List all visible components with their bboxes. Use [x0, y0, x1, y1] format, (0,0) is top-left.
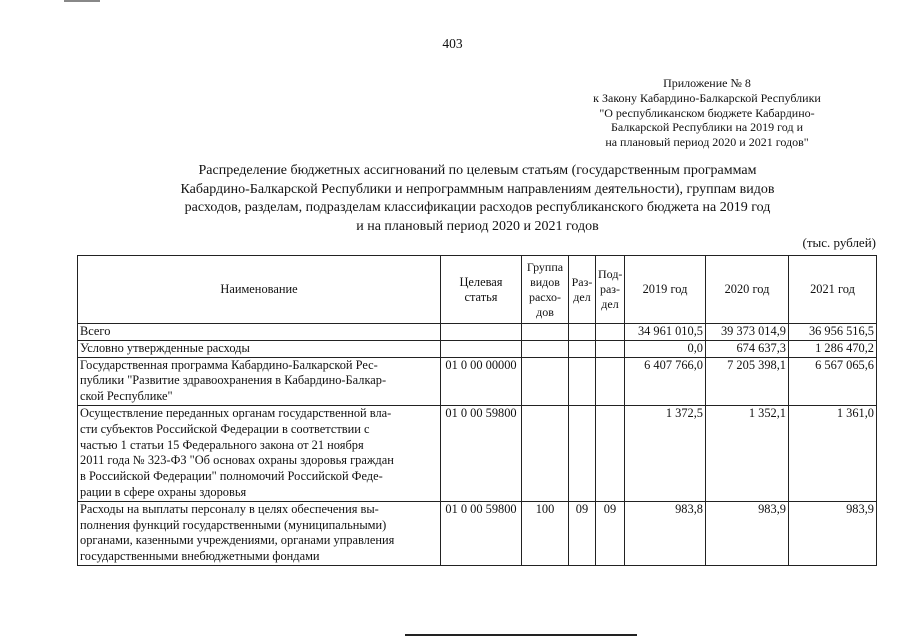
header-2019: 2019 год [625, 256, 706, 324]
row-2020: 674 637,3 [706, 340, 789, 357]
header-expense-group: Группа видов расхо- дов [522, 256, 569, 324]
row-2020: 39 373 014,9 [706, 324, 789, 341]
row-subsection [596, 340, 625, 357]
row-2019: 983,8 [625, 501, 706, 565]
row-2021: 6 567 065,6 [789, 357, 877, 405]
row-section [569, 324, 596, 341]
appendix-line: Балкарской Республики на 2019 год и [610, 120, 803, 135]
row-2019: 34 961 010,5 [625, 324, 706, 341]
table-row [78, 324, 877, 341]
row-section [569, 357, 596, 405]
header-2020: 2020 год [706, 256, 789, 324]
header-target-article: Целевая статья [441, 256, 522, 324]
table-row [78, 405, 877, 501]
row-section [569, 340, 596, 357]
header-name: Наименование [78, 256, 441, 324]
table-row [78, 340, 877, 357]
row-target [441, 324, 522, 341]
header-row [78, 256, 877, 324]
table-row [78, 501, 877, 565]
row-group: 100 [522, 501, 569, 565]
row-subsection [596, 357, 625, 405]
title-line: и на плановый период 2020 и 2021 годов [356, 218, 599, 234]
row-subsection [596, 324, 625, 341]
row-group [522, 324, 569, 341]
row-subsection [596, 405, 625, 501]
row-2019: 1 372,5 [625, 405, 706, 501]
units-label: (тыс. рублей) [802, 235, 876, 250]
title-line: Кабардино-Балкарской Республики и непрограммным направлениям деятельности), группам видов [180, 181, 775, 197]
row-name: Расходы на выплаты персоналу в целях обеспечения вы- полнения функций государственными (муниципальными) органами, казенными учреждениями, органами управления государственными внебюджетными фондами [78, 501, 441, 565]
appendix-line: к Закону Кабардино-Балкарской Республики [593, 90, 821, 105]
header-subsection: Под- раз- дел [596, 256, 625, 324]
row-group [522, 340, 569, 357]
budget-table [77, 255, 877, 566]
appendix-line: "О республиканском бюджете Кабардино- [599, 105, 815, 120]
row-name: Условно утвержденные расходы [78, 340, 441, 357]
document-title [120, 162, 835, 236]
row-2020: 983,9 [706, 501, 789, 565]
row-2021: 983,9 [789, 501, 877, 565]
appendix-line: на плановый период 2020 и 2021 годов" [605, 135, 809, 150]
row-target: 01 0 00 59800 [441, 405, 522, 501]
table-row [78, 357, 877, 405]
row-target: 01 0 00 00000 [441, 357, 522, 405]
row-2019: 0,0 [625, 340, 706, 357]
row-group [522, 357, 569, 405]
title-line: Распределение бюджетных ассигнований по целевым статьям (государственным программам [198, 163, 757, 178]
row-name: Государственная программа Кабардино-Балкарской Рес- публики "Развитие здравоохранения в Кабардино-Балкар- ской Республике" [78, 357, 441, 405]
row-section: 09 [569, 501, 596, 565]
appendix-line: Приложение № 8 [663, 76, 751, 90]
row-section [569, 405, 596, 501]
row-2020: 1 352,1 [706, 405, 789, 501]
row-target: 01 0 00 59800 [441, 501, 522, 565]
page-number: 403 [442, 36, 463, 51]
row-2019: 6 407 766,0 [625, 357, 706, 405]
row-name: Осуществление переданных органам государственной вла- сти субъектов Российской Федерации в соответствии с частью 1 статьи 15 Федерального закона от 21 ноября 2011 года № 323-ФЗ "Об основах охраны здоровья граждан в Российской Федерации" полномочий Российской Феде- рации в сфере охраны здоровья [78, 405, 441, 501]
footer-rule [405, 634, 637, 636]
row-name: Всего [78, 324, 441, 341]
title-line: расходов, разделам, подразделам классификации расходов республиканского бюджета на 2019 год [184, 200, 771, 215]
row-2020: 7 205 398,1 [706, 357, 789, 405]
appendix-header [557, 76, 857, 150]
row-2021: 1 286 470,2 [789, 340, 877, 357]
row-target [441, 340, 522, 357]
row-2021: 1 361,0 [789, 405, 877, 501]
row-subsection: 09 [596, 501, 625, 565]
row-group [522, 405, 569, 501]
header-2021: 2021 год [789, 256, 877, 324]
row-2021: 36 956 516,5 [789, 324, 877, 341]
header-section: Раз- дел [569, 256, 596, 324]
top-edge-mark [64, 0, 100, 2]
